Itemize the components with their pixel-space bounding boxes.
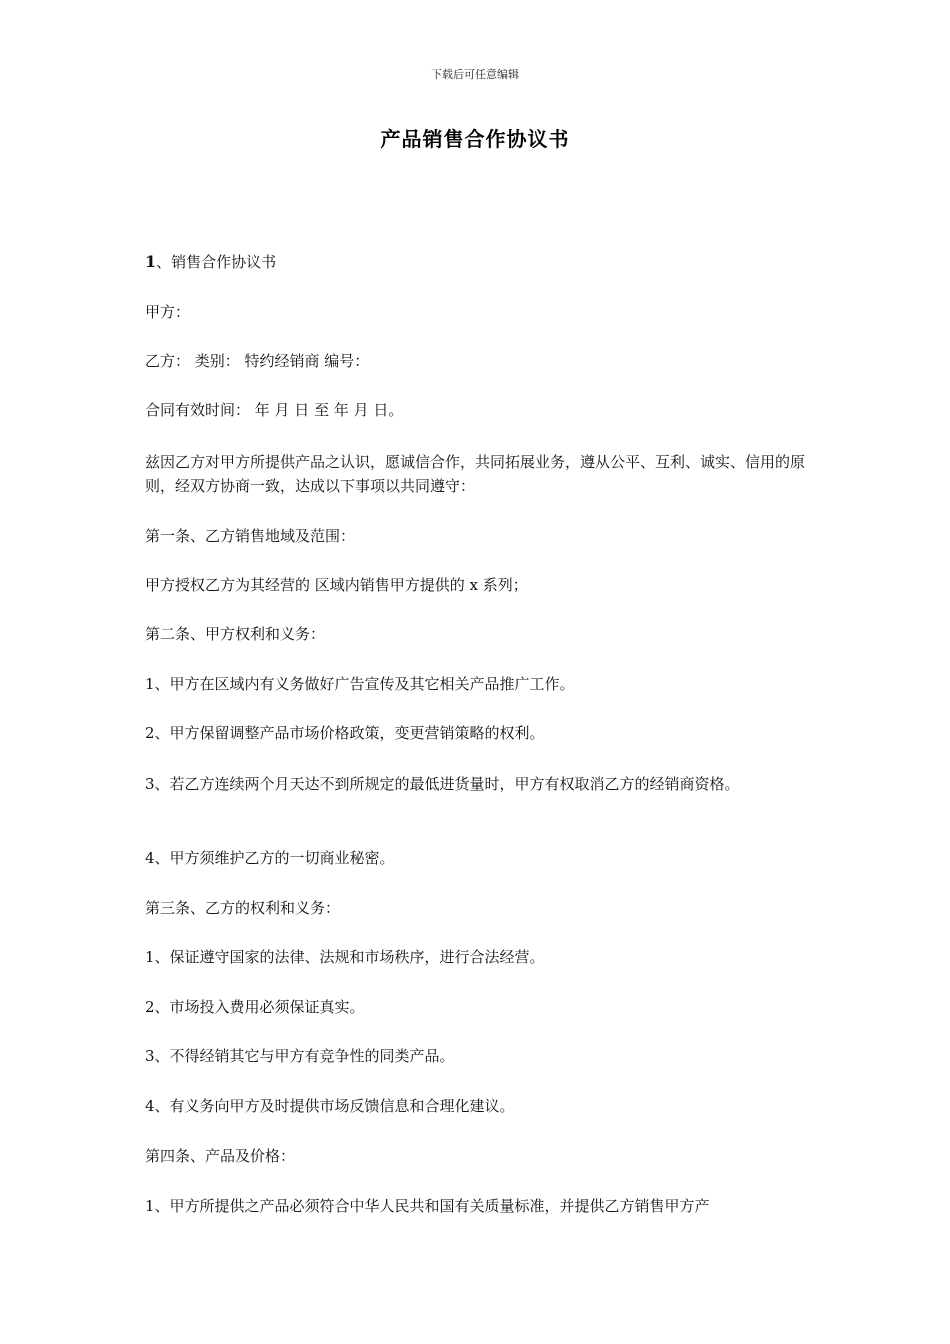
section-number: 1 bbox=[145, 252, 157, 271]
header-note: 下载后可任意编辑 bbox=[431, 68, 519, 81]
list-item: 3、若乙方连续两个月天达不到所规定的最低进货量时，甲方有权取消乙方的经销商资格。 bbox=[145, 775, 740, 793]
list-item: 1、甲方所提供之产品必须符合中华人民共和国有关质量标准，并提供乙方销售甲方产 bbox=[145, 1197, 710, 1215]
document-title: 产品销售合作协议书 bbox=[380, 127, 570, 151]
list-item: 2、甲方保留调整产品市场价格政策，变更营销策略的权利。 bbox=[145, 724, 545, 742]
article-heading: 第二条、甲方权利和义务： bbox=[145, 625, 326, 643]
paragraph: 甲方授权乙方为其经营的 区域内销售甲方提供的 x 系列； bbox=[145, 576, 528, 594]
party-a-line: 甲方： bbox=[145, 303, 191, 321]
section-heading-text: 、销售合作协议书 bbox=[156, 253, 277, 271]
list-item: 4、甲方须维护乙方的一切商业秘密。 bbox=[145, 849, 395, 867]
list-item: 1、保证遵守国家的法律、法规和市场秩序，进行合法经营。 bbox=[145, 948, 545, 966]
article-heading: 第一条、乙方销售地域及范围： bbox=[145, 527, 356, 545]
list-item: 1、甲方在区域内有义务做好广告宣传及其它相关产品推广工作。 bbox=[145, 675, 575, 693]
validity-period-line: 合同有效时间： 年 月 日 至 年 月 日。 bbox=[145, 401, 404, 419]
list-item: 2、市场投入费用必须保证真实。 bbox=[145, 998, 365, 1016]
list-item: 3、不得经销其它与甲方有竞争性的同类产品。 bbox=[145, 1047, 455, 1065]
section-heading bbox=[145, 250, 815, 274]
article-heading: 第三条、乙方的权利和义务： bbox=[145, 899, 341, 917]
party-b-line: 乙方： 类别： 特约经销商 编号： bbox=[145, 352, 370, 370]
preamble-paragraph: 兹因乙方对甲方所提供产品之认识，愿诚信合作，共同拓展业务，遵从公平、互利、诚实、信用的原则，经双方协商一致，达成以下事项以共同遵守： bbox=[145, 453, 806, 495]
article-heading: 第四条、产品及价格： bbox=[145, 1147, 296, 1165]
list-item: 4、有义务向甲方及时提供市场反馈信息和合理化建议。 bbox=[145, 1097, 515, 1115]
